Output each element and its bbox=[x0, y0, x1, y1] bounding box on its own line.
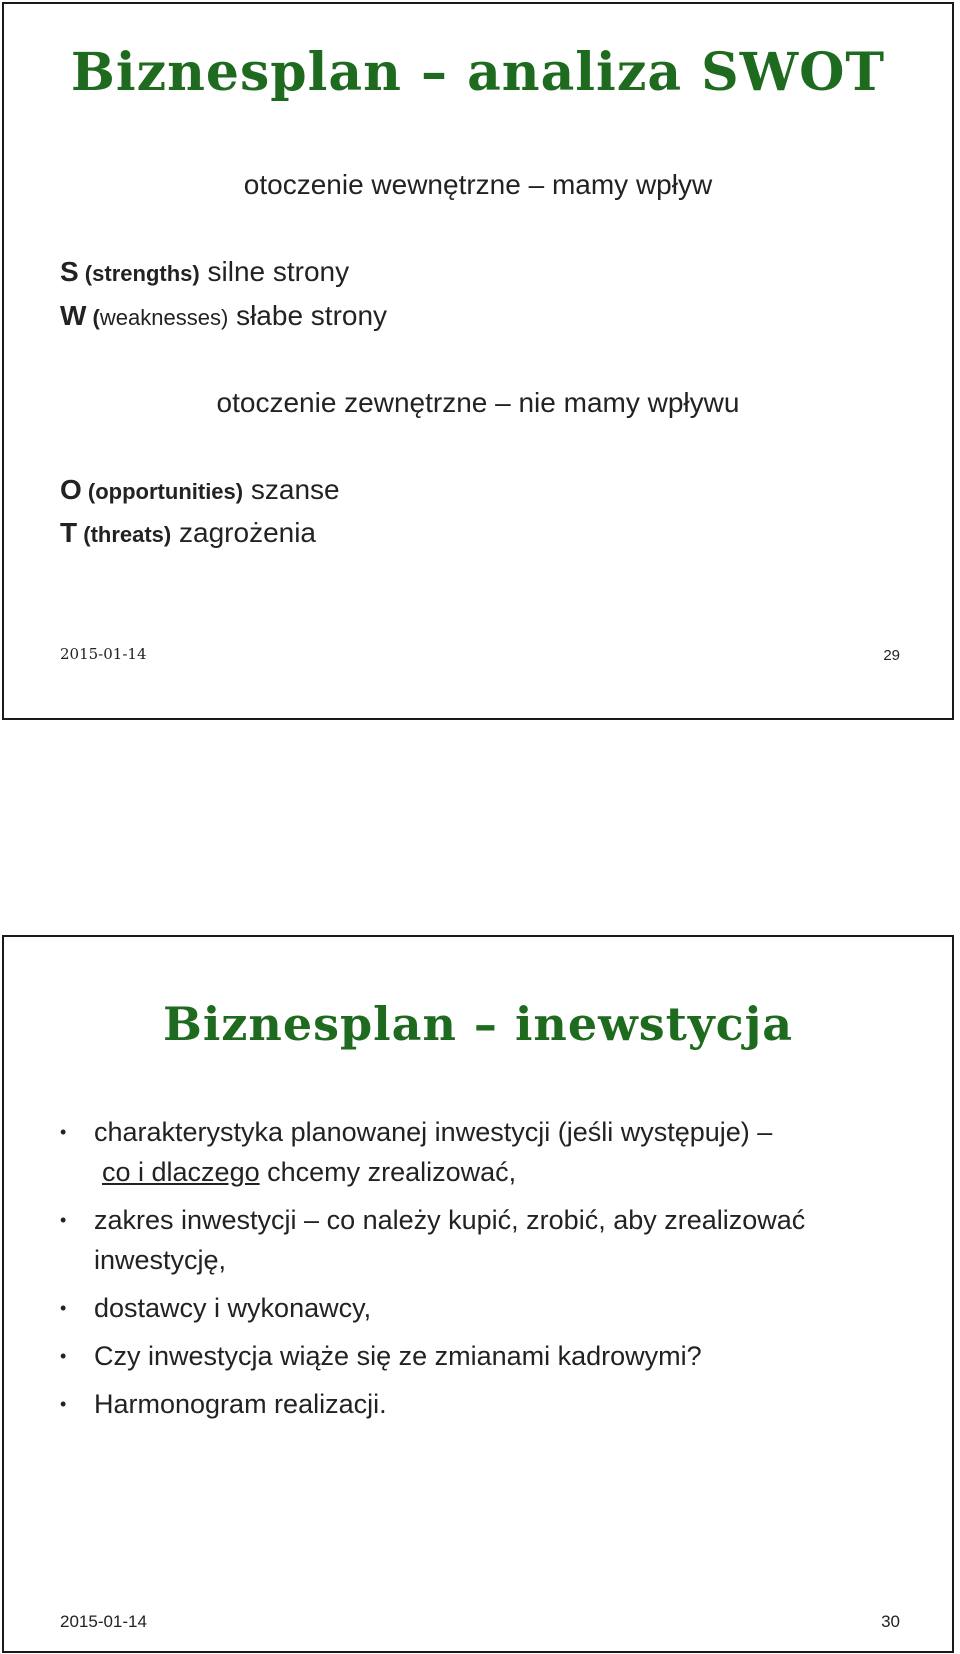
swot-polish-term: zagrożenia bbox=[171, 517, 317, 548]
list-item bbox=[60, 1336, 912, 1376]
swot-paren-close: ) bbox=[163, 522, 172, 547]
swot-paren-open: ( bbox=[86, 305, 100, 330]
swot-strengths bbox=[60, 256, 349, 288]
swot-paren-open: ( bbox=[77, 522, 91, 547]
bullet-text: Harmonogram realizacji. bbox=[94, 1389, 387, 1419]
bullet-icon: • bbox=[60, 1210, 67, 1230]
slide-title: Biznesplan – inewstycja bbox=[162, 997, 794, 1051]
bullet-text: Czy inwestycja wiąże się ze zmianami kadrowymi? bbox=[94, 1341, 702, 1371]
bullet-text: dostawcy i wykonawcy, bbox=[94, 1293, 372, 1323]
swot-paren-open: ( bbox=[81, 479, 96, 504]
swot-weaknesses bbox=[60, 300, 387, 332]
slide-date: 2015-01-14 bbox=[60, 645, 147, 663]
swot-english-term: weaknesses bbox=[99, 305, 221, 330]
list-item bbox=[60, 1200, 912, 1280]
swot-paren-close: ) bbox=[235, 479, 244, 504]
swot-letter: S bbox=[60, 256, 79, 287]
slide-30 bbox=[2, 935, 954, 1653]
slide-date: 2015-01-14 bbox=[60, 1612, 147, 1631]
swot-english-term: opportunities bbox=[95, 479, 236, 504]
list-item bbox=[60, 1384, 912, 1424]
slide-29 bbox=[2, 2, 954, 720]
list-item bbox=[60, 1288, 912, 1328]
swot-english-term: threats bbox=[90, 522, 164, 547]
swot-paren-close: ) bbox=[192, 261, 200, 286]
swot-letter: T bbox=[60, 517, 78, 548]
swot-letter: O bbox=[60, 474, 82, 505]
external-environment-heading: otoczenie zewnętrzne – nie mamy wpływu bbox=[216, 387, 740, 418]
swot-polish-term: słabe strony bbox=[228, 300, 388, 331]
bullet-icon: • bbox=[60, 1122, 67, 1142]
swot-threats bbox=[60, 517, 316, 549]
page-number: 30 bbox=[881, 1612, 900, 1631]
internal-environment-heading: otoczenie wewnętrzne – mamy wpływ bbox=[243, 169, 713, 200]
swot-polish-term: szanse bbox=[243, 474, 340, 505]
page-number: 29 bbox=[883, 647, 900, 664]
bullet-icon: • bbox=[60, 1394, 67, 1414]
swot-polish-term: silne strony bbox=[199, 256, 350, 287]
swot-letter: W bbox=[60, 300, 87, 331]
slide-title: Biznesplan – analiza SWOT bbox=[70, 42, 886, 103]
bullet-text: charakterystyka planowanej inwestycji (jeśli występuje) – bbox=[94, 1117, 773, 1147]
swot-opportunities bbox=[60, 474, 340, 506]
swot-english-term: strengths bbox=[92, 261, 193, 286]
swot-paren-close: ) bbox=[220, 305, 229, 330]
bullet-icon: • bbox=[60, 1346, 67, 1366]
swot-paren-open: ( bbox=[78, 261, 93, 286]
bullet-list bbox=[60, 1112, 912, 1432]
bullet-text: zakres inwestycji – co należy kupić, zrobić, aby zrealizować inwestycję, bbox=[94, 1205, 806, 1275]
bullet-icon: • bbox=[60, 1298, 67, 1318]
list-item bbox=[60, 1112, 912, 1192]
underlined-phrase: co i dlaczego bbox=[102, 1157, 260, 1187]
bullet-text-continued: chcemy zrealizować, bbox=[259, 1157, 517, 1187]
